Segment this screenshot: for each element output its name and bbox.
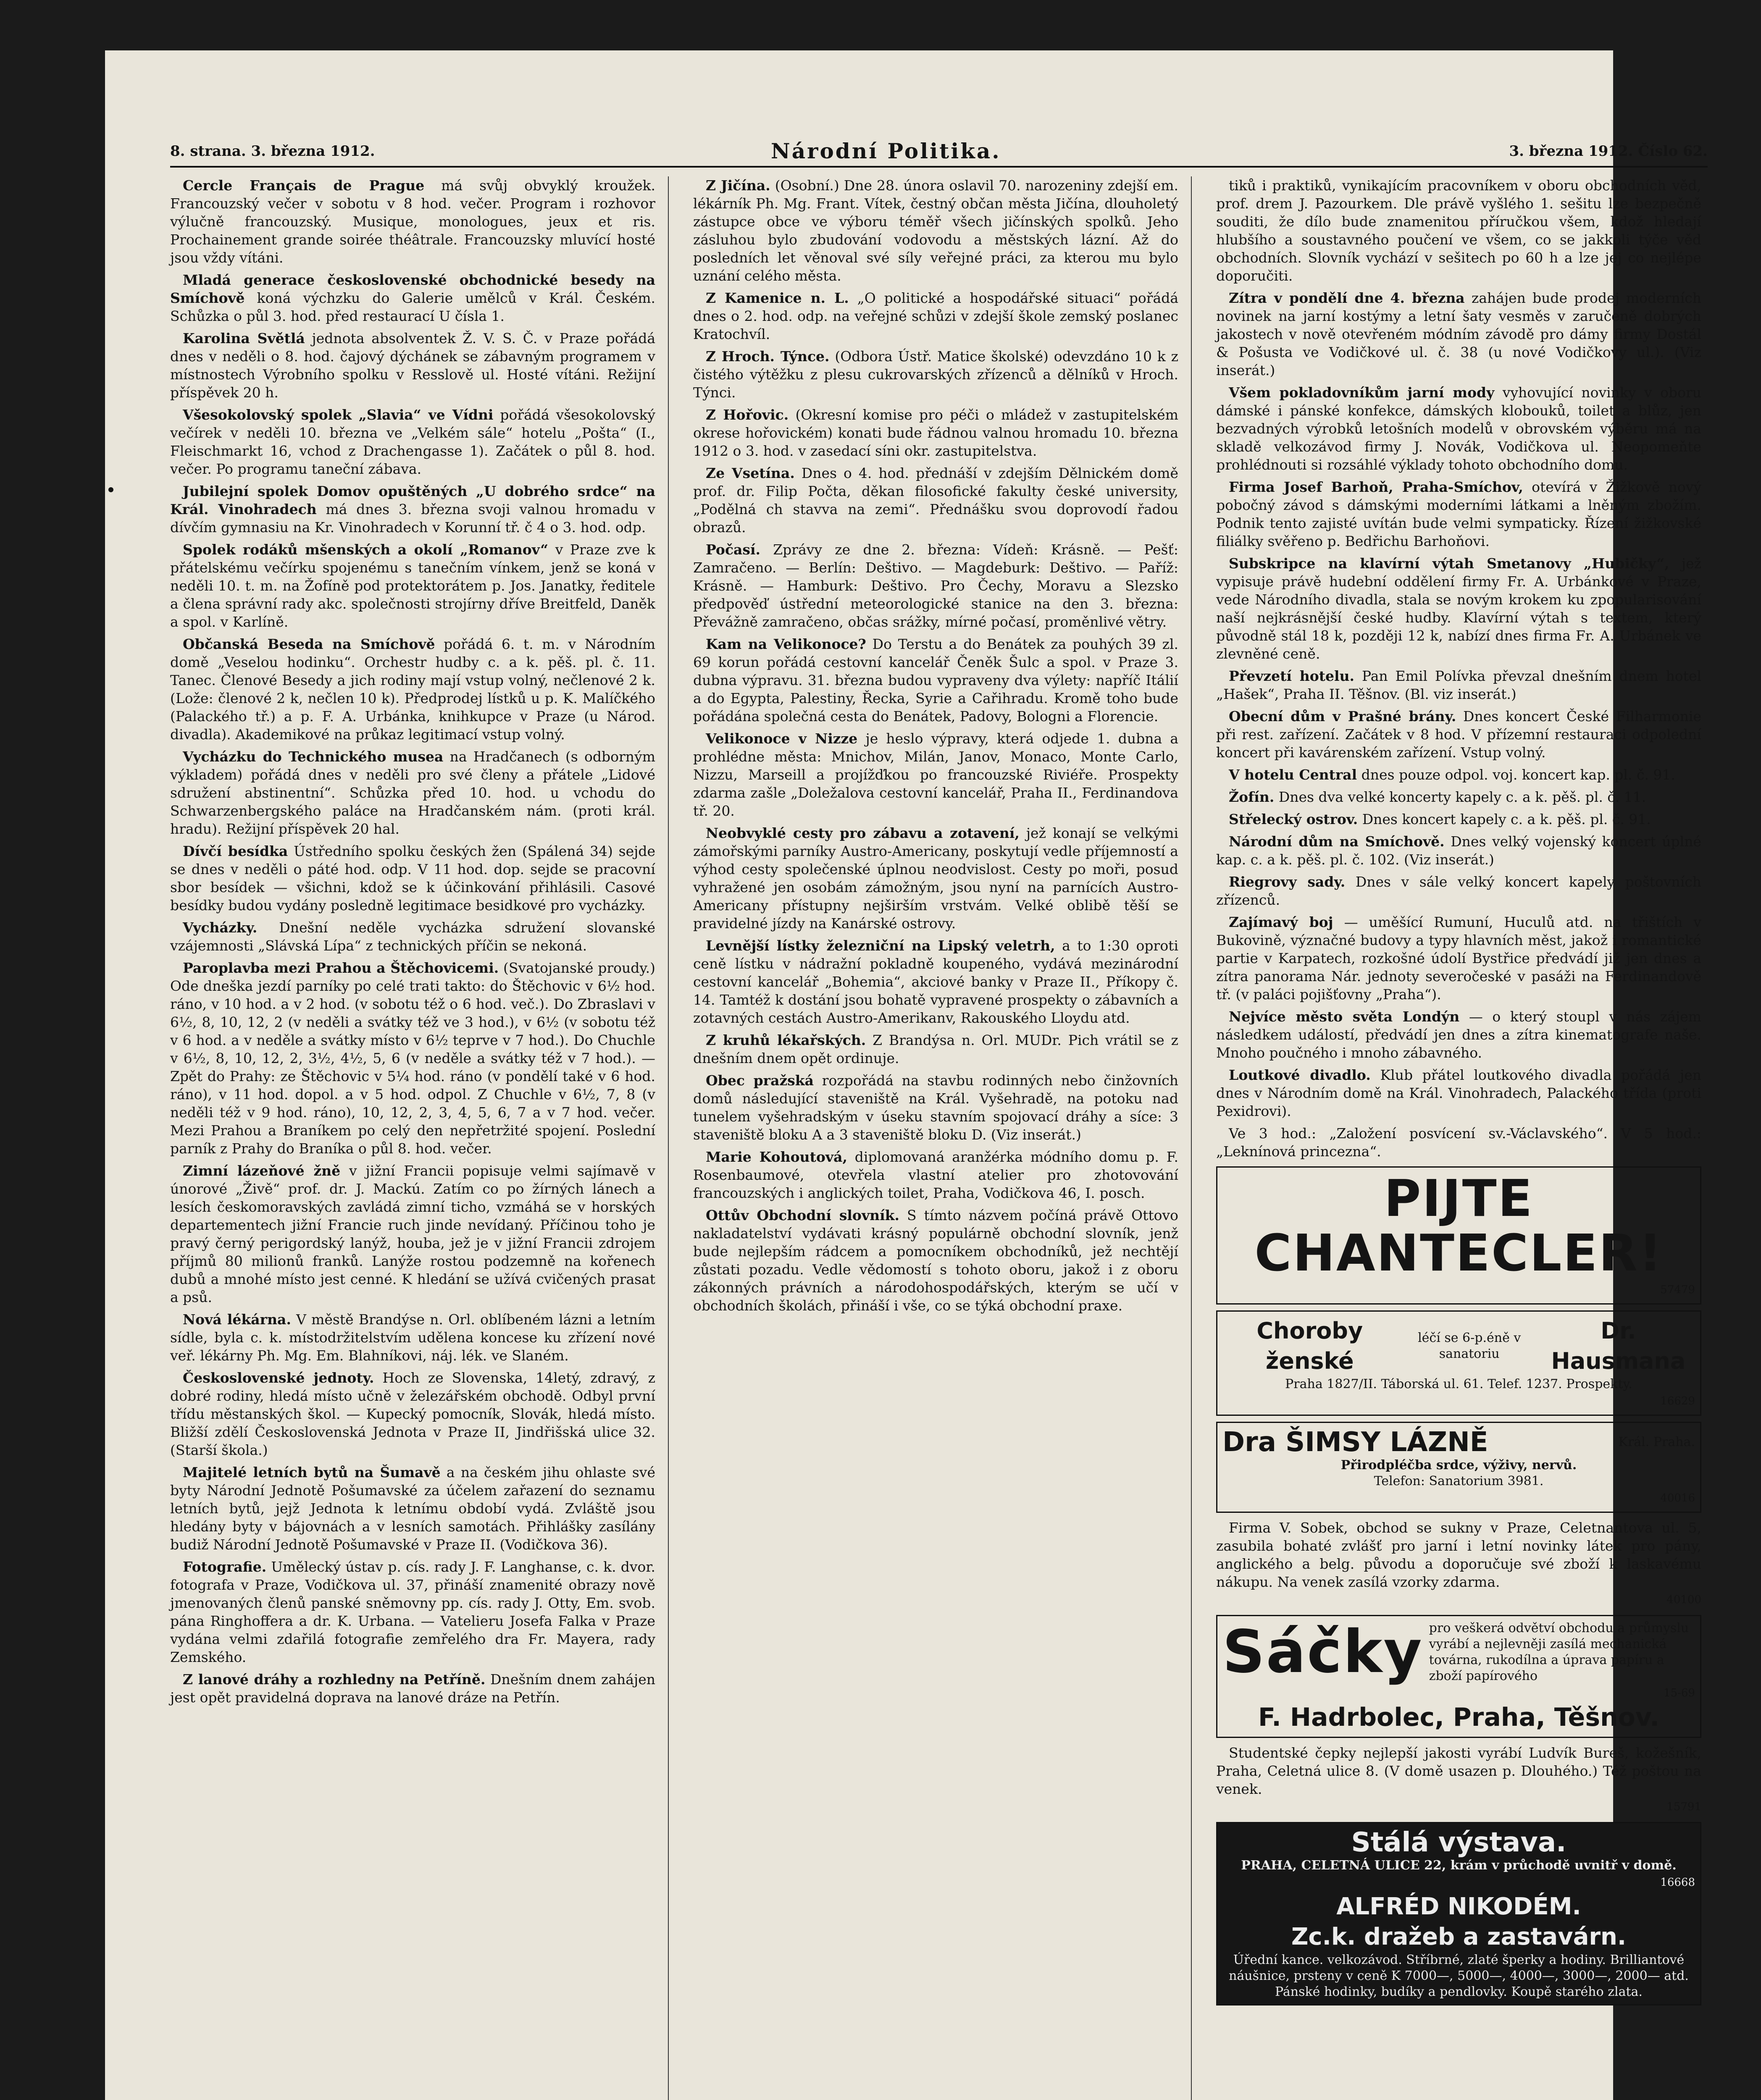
article-body: má svůj obvyklý kroužek. Francouzský večer v sobotu v 8 hod. večer. Program i rozhovor výlučně francouzský. Musique, monologues, jeux et ris. Prochainement grande soirée théâtrale. Francouzsky mluvící hosté jsou vždy vítáni. [170,177,656,266]
ad-simsy-row [1222,1427,1695,1457]
newspaper-page [105,50,1708,2100]
article-body: (Odbora Ústř. Matice školské) odevzdáno 10 k z čistého výtěžku z plesu cukrovarských zřízenců a dělníků v Hroch. Týnci. [693,348,1178,401]
article-body: diplomovaná aranžérka módního domu p. F. Rosenbaumové, otevřela vlastní atelier pro zhotovování francouzských i anglických toilet, Praha, Vodičkova 46, I. posch. [693,1149,1178,1201]
article-body: (Osobní.) Dne 28. února oslavil 70. narozeniny zdejší em. lékárník Ph. Mg. Frant. Vítek, čestný občan města Jičína, dlouholetý zástupce obce ve výboru téměř všech jičínských spolků. Jeho zásluhou bylo zbudování vodovodu a městských lázní. Až do posledních let věnoval své síly veřejné práci, za kterou mu bylo uznání celého města. [693,177,1178,284]
column-2 [693,176,1178,2100]
article-item [693,176,1178,285]
ad-code: 57479 [1660,1284,1695,1296]
article-body: Do Terstu a do Benátek za pouhých 39 zl. 69 korun pořádá cestovní kancelář Čeněk Šulc a spol. v Praze 3. dubna výpravu. 31. března budou vypraveny dva výlety: napříč Itálií a do Egypta, Palestiny, Řecka, Syrie a Cařihradu. Kromě toho bude pořádána společná cesta do Benátek, Padovy, Bologni a Florencie. [693,636,1179,724]
article-item [1216,913,1701,1003]
article-heading: Vycházku do Technického musea [183,748,444,765]
article-item [693,1071,1178,1144]
article-body: v jižní Francii popisuje velmi sajímavě v únorové „Živě“ prof. dr. J. Mackú. Zatím co po žírných lánech a lesích českomoravských zavládá zimní ticho, vzmáhá se v horských departementech jižní Francie ruch jinde nevídaný. Příčinou toho je pravý černý perigordský lanýž, houba, jež je v jižní Francii zdrojem příjmů 80 milionů franků. Lanýže rostou podzemně na kořenech dubů a mnohé místo jest cenné. K hledání se užívá cvičených prasat a psů. [170,1163,656,1305]
article-body: na Hradčanech (s odborným výkladem) pořádá dnes v neděli pro své členy a přátele „Lidové sdružení abstinentní“. Schůzka před 10. hod. u vchodu do Schwarzenbergského paláce na Hradčanském nám. (proti král. hradu). Režijní příspěvek 20 hal. [170,748,655,837]
article-body: Hoch ze Slovenska, 14letý, zdravý, z dobré rodiny, hledá místo učně v železářském obchodě. Odbyl první třídu městanských škol. — Kupecký pomocník, Slovák, hledá místo. Bližší zdělí Československá Jednota v Praze II, Jindřišská ulice 32. (Starší škola.) [170,1370,655,1458]
column-1 [170,176,655,2100]
article-heading: Zajímavý boj [1229,914,1333,930]
ad-simsy-sub: Přirodpléčba srdce, výživy, nervů. [1340,1458,1577,1473]
ad-code: 40100 [1666,1593,1701,1606]
article-heading: V hotelu Central [1229,766,1357,783]
article-body: Dnes koncert kapely c. a k. pěš. pl. č. 91. [1362,811,1651,827]
article-heading: Ottův Obchodní slovník. [706,1207,899,1223]
ad-sacky-text: pro veškerá odvětví obchodu a průmyslu vyrábí a nejlevněji zasílá mechanická továrna, rukodílna a úprava papíru a zboží papírového [1429,1621,1689,1683]
article-item [1216,383,1701,474]
page-date-right: 3. března 1912. Číslo 62. [1509,143,1708,160]
article-item [170,1463,655,1554]
ad-sacky-title: Sáčky [1222,1618,1423,1686]
article-item [1216,832,1701,869]
article-body: zahájen bude prodej moderních novinek na jarní kostýmy a letní šaty vesměs v zaručeně dobrých jakostech v nově otevřeném módním závodě pro dámy firmy Dostál & Pošusta ve Vodičkové ul. č. 38 (u nové Vodičkovy ul.). (Viz inserát.) [1216,290,1701,378]
article-item [1216,1124,1701,1160]
article-body: Zprávy ze dne 2. března: Vídeň: Krásně. — Pešť: Zamračeno. — Berlín: Deštivo. — Magdeburk: Deštivo. — Paříž: Krásně. — Hamburk: Deštivo. Pro Čechy, Moravu a Slezsko předpověď ústřední meteorologické stanice na den 3. března: Převážně zamračeno, občas srážky, mírné počasí, proměnlivé větry. [693,541,1178,630]
article-body: Dnes v sále velký koncert kapely poštovních zřízenců. [1216,874,1701,908]
article-heading: Občanská Beseda na Smíchově [183,636,435,652]
article-item [170,271,655,325]
article-heading: Zimní lázeňové žně [183,1163,341,1179]
ad-studentske [1216,1744,1701,1816]
article-heading: Všem pokladovníkům jarní mody [1229,384,1495,401]
article-heading: Střelecký ostrov. [1229,811,1358,827]
ad-sacky [1216,1615,1701,1738]
article-item [1216,667,1701,703]
article-item [1216,554,1701,663]
article-heading: Dívčí besídka [183,843,288,859]
article-heading: Převzetí hotelu. [1229,668,1355,684]
article-item [170,329,655,402]
article-item [170,635,655,743]
article-heading: Subskripce na klavírní výtah Smetanovy „Hubičky“, [1229,555,1669,572]
article-heading: Z lanové dráhy a rozhledny na Petříně. [183,1671,486,1688]
article-heading: Marie Kohoutová, [706,1149,847,1165]
article-item [170,482,655,536]
article-body: otevírá v Žižkově nový pobočný závod s dámskými moderními látkami a lněným zbožím. Podnik tento zajisté uvítán bude velmi sympaticky. Řízení žižkovské filiálky svěřeno p. Bedřichu Barhoňovi. [1216,479,1701,549]
article-item [1216,707,1701,761]
article-item [170,748,655,838]
article-item [693,464,1178,536]
article-body: Z Brandýsa n. Orl. MUDr. Pich vrátil se z dnešním dnem opět ordinuje. [693,1032,1178,1066]
article-body: koná výchzku do Galerie umělců v Král. Českém. Schůzka o půl 3. hod. před restaurací U čísla 1. [170,290,655,324]
article-item [170,1310,655,1365]
ad-simsy-side: Král. Praha. [1618,1435,1695,1449]
article-item [1216,1066,1701,1120]
article-heading: Všesokolovský spolek „Slavia“ ve Vídni [183,407,494,423]
article-heading: Ze Vsetína. [706,465,795,481]
article-heading: Národní dům na Smíchově. [1229,833,1445,850]
article-heading: Nová lékárna. [183,1311,291,1328]
ad-hausmann-right: Dr. Hausmana [1551,1318,1686,1374]
column-3-items [1216,176,1701,1160]
article-body: dnes pouze odpol. voj. koncert kap. pl. č. 91. [1361,766,1675,783]
article-body: Dnes velký vojenský koncert úplné kap. c. a k. pěš. pl. č. 102. (Viz inserát.) [1216,833,1701,868]
article-body: pořádá 6. t. m. v Národním domě „Veselou hodinku“. Orchestr hudby c. a k. pěš. pl. č. 11. Tanec. Členové Besedy a jich rodiny mají vstup volný, nečlenové 2 k. (Lože: členové 2 k, nečlen 10 k). Předprodej lístků u p. K. Malíčkého (Palackého tř.) a p. F. A. Urbánka, knihkupce v Praze (u Národ. divadla). Akademikové na průkaz legitimací vstup volný. [170,636,655,743]
article-item [1216,766,1701,784]
article-body: Dnes o 4. hod. přednáší v zdejším Dělnickém domě prof. dr. Filip Počta, děkan filosofické fakulty české university, „Podělná ch stavva na zemi“. Přednášku svou doprovodí řadou obrazů. [693,465,1178,536]
ad-code: 40016 [1660,1492,1695,1504]
column-divider [668,176,669,2100]
article-item [693,1148,1178,1202]
ad-vystava-text: Úřední kance. velkozávod. Stříbrné, zlaté šperky a hodiny. Brilliantové náušnice, prsteny v ceně K 7000—, 5000—, 4000—, 3000—, 2000— atd. Pánské hodinky, budíky a pendlovky. Koupě starého zlata. [1229,1953,1689,1999]
ad-hausmann-mid: léčí se 6-p.éně v sanatoriu [1418,1331,1521,1361]
ad-sobek [1216,1519,1701,1609]
article-item [693,406,1178,460]
article-body: a na českém jihu ohlaste své byty Národní Jednotě Pošumavské za účelem zařazení do seznamu letních bytů, jejž Jednota k letnímu období vydá. Zvláště jsou hledány byty v bájovnách a v lesních samotách. Přihlášky zasílány budiž Národní Jednotě Pošumavské v Praze II. (Vodičkova 36). [170,1464,655,1553]
article-heading: Počasí. [706,541,761,558]
article-heading: Riegrovy sady. [1229,874,1346,890]
ad-vystava-sub: Zc.k. dražeb a zastavárn. [1291,1923,1627,1950]
article-body: Umělecký ústav p. cís. rady J. F. Langhanse, c. k. dvor. fotografa v Praze, Vodičkova ul. 37, přináší znamenité obrazy nově jmenovaných členů panské sněmovny pp. cís. rady J. Otty, Em. svob. pána Ringhoffera a dr. K. Urbana. — Vatelieru Josefa Falka v Praze vydána velmi zdařilá fotografie zemřelého dra Fr. Mayera, rady Zemského. [170,1559,655,1665]
ad-simsy [1216,1422,1701,1513]
article-heading: Z Jičína. [706,177,770,194]
article-item [1216,873,1701,909]
article-heading: Majitelé letních bytů na Šumavě [183,1464,441,1480]
article-item [693,289,1178,343]
article-heading: Žofín. [1229,789,1275,805]
article-heading: Levnější lístky železniční na Lipský veletrh, [706,937,1055,954]
article-body: má dnes 3. března svoji valnou hromadu v dívčím gymnasiu na Kr. Vinohradech v Korunní tř. č 4 o 3. hod. odp. [170,501,656,536]
article-heading: Z Hořovic. [706,407,789,423]
column-3 [1216,176,1701,2100]
masthead [170,139,1708,164]
article-body: Dnes koncert České Filharmonie při rest. zařízení. Začátek v 8 hod. V přízemní restauraci odpolední koncert při kavárenském zařízení. Vstup volný. [1216,708,1701,761]
ad-hausmann-address: Praha 1827/II. Táborská ul. 61. Telef. 1237. Prospekty. [1285,1377,1632,1391]
article-item [693,635,1178,725]
article-heading: Spolek rodáků mšenských a okolí „Romanov“ [183,541,549,558]
article-body: Klub přátel loutkového divadla pořádá jen dnes v Národním domě na Král. Vinohradech, Palackého třída (proti Pexidrovi). [1216,1067,1701,1119]
article-item [170,842,655,914]
article-body: Dnešní neděle vycházka sdružení slovanské vzájemnosti „Slávská Lípa“ z technických příčin se nekoná. [170,919,655,954]
ad-code: 15791 [1666,1801,1701,1813]
article-body: vyhovující novinky v oboru dámské i pánské konfekce, dámských klobouků, toilet a blůz, jen bezvadných výrobků letošních modelů v obrovském výběru má na skladě velkozávod firmy J. Novák, Vodičkova ul. Neopomeňte prohlédnouti si rozsáhlé výklady tohoto obchodního domu. [1216,384,1701,473]
article-body: — o který stoupl v nás zájem následkem událostí, předvádí jen dnes a zítra kinematografe naše. Mnoho poučného i mnoho zábavného. [1216,1008,1701,1061]
article-heading: Z Hroch. Týnce. [706,348,830,365]
article-body: Dnešním dnem zahájen jest opět pravidelná doprava na lanové dráze na Petřín. [170,1671,655,1706]
header-rule [170,166,1708,168]
article-body: pořádá všesokolovský večírek v neděli 10. března ve „Velkém sále“ hotelu „Pošta“ (I., Fleischmarkt 16, vchod z Drachengasse 1). Začátek o půl 8. hod. večer. Po programu taneční zábava. [170,407,655,477]
ad-hausmann-row [1222,1316,1695,1376]
newspaper-title: Národní Politika. [771,139,1001,163]
article-item [1216,478,1701,550]
article-heading: Československé jednoty. [183,1370,374,1386]
article-body: „O politické a hospodářské situaci“ pořádá dnes o 2. hod. odp. na veřejné schůzi v zdejší škole zemský poslanec Kratochvíl. [693,290,1179,342]
article-body: (Okresní komise pro péči o mládež v zastupitelském okrese hořovickém) konati bude řádnou valnou hromadu 10. března 1912 o 3. hod. v zasedací síni okr. zastupitelstva. [693,407,1178,459]
article-body: rozpořádá na stavbu rodinných nebo činžovních domů následující staveniště na Král. Vyšehradě, na potoku nad tunelem vyšehradským v úseku stavním spojovací dráhy a síce: 3 staveniště bloku A a 3 staveniště bloku D. (Viz inserát.) [693,1072,1178,1143]
article-body: (Svatojanské proudy.) Ode dneška jezdí parníky po celé trati takto: do Štěchovic v 6½ hod. ráno, v 10 hod. a v 2 hod. (v sobotu též o 6 hod. več.). Do Zbraslavi v 6½, 8, 10, 12, 2 (v neděli a svátky též ve 3 hod.), v 6½ (v sobotu též v 6 hod. a v neděle a svátky místo v 6½ teprve v 7 hod.). Do Chuchle v 6½, 8, 10, 12, 2, 3½, 4½, 5, 6 (v neděle a svátky též v 7 hod.). — Zpět do Prahy: ze Štěchovic v 5¼ hod. ráno (v pondělí také v 6 hod. ráno), v 11 hod. dopol. a v 5 hod. odpol. Z Chuchle v 6½, 7, 8 (v neděli též v 9 hod. ráno), 10, 12, 2, 3, 4, 5, 6, 7 a v 7 hod. večer. Mezi Prahou a Braníkem po celý den nepřetržité spojení. Poslední parník z Prahy do Braníka o půl 8. hod. večer. [170,960,655,1157]
article-heading: Firma Josef Barhoň, Praha-Smíchov, [1229,479,1523,495]
article-item [170,1670,655,1706]
article-item [693,541,1178,631]
article-body: Ve 3 hod.: „Založení posvícení sv.-Václavského“. V 5 hod.: „Leknínová princezna“. [1216,1125,1701,1160]
ad-vystava-addr: PRAHA, CELETNÁ ULICE 22, krám v průchodě uvnitř v domě. [1241,1858,1677,1873]
article-item [170,541,655,631]
column-divider [1191,176,1192,2100]
ad-vystava [1216,1822,1701,2006]
article-item [170,919,655,955]
article-heading: Z Kamenice n. L. [706,290,849,306]
article-heading: Z kruhů lékařských. [706,1032,866,1048]
margin-bullet [108,487,113,492]
article-item [693,1206,1178,1315]
ad-vystava-title: Stálá výstava. [1351,1827,1567,1858]
article-item [693,824,1178,932]
article-body: jež konají se velkými zámořskými parníky Austro-Americany, poskytují vedle příjemností a výhod cesty společenské úplnou neodvislost. Cesty po moři, posud vyhražené jen osobám zámožným, jsou nyní na parnících Austro-Americany přístupny nejširším vrstvám. Velké oblibě těší se pravidelné jízdy na Kanárské ostrovy. [693,825,1178,932]
page-date-left: 8. strana. 3. března 1912. [170,143,375,160]
article-item [1216,1008,1701,1062]
ad-chantecler [1216,1166,1701,1305]
article-heading: Jubilejní spolek Domov opuštěných „U dobrého srdce“ na Král. Vinohradech [170,483,655,517]
article-item [1216,176,1701,285]
article-heading: Nejvíce město světa Londýn [1229,1008,1460,1025]
ad-simsy-title: Dra ŠIMSY LÁZNĚ [1222,1427,1488,1458]
article-item [1216,289,1701,379]
article-item [170,406,655,478]
article-heading: Kam na Velikonoce? [706,636,866,652]
article-item [170,1162,655,1306]
article-body: S tímto názvem počíná právě Ottovo nakladatelství vydávati krásný populárně obchodní slovník, jenž bude nejlepším rádcem a pomocníkem obchodníků, jež nechtějí zůstati pozadu. Vedle vědomostí s tohoto oboru, jakož i z oboru zákonných právních a národohospodářských, kterým se učí v obchodních školách, přináší i vše, co se týká obchodní praxe. [693,1207,1178,1314]
article-item [1216,810,1701,828]
article-heading: Cercle Français de Prague [183,177,425,194]
article-body: a to 1:30 oproti ceně lístku v nádražní pokladně koupeného, vydává mezinárodní cestovní kancelář „Bohemia“, akciové banky v Praze II., Příkopy č. 14. Tamtéž k dostání jsou bohatě vypravené prospekty o zábavních a zotavných cestách Austro-Amerikanv, Rakouského Lloydu atd. [693,937,1178,1026]
article-body: jednota absolventek Ž. V. S. Č. v Praze pořádá dnes v neděli o 8. hod. čajový dýchánek se zábavným programem v místnostech Výrobního spolku v Resslově ul. Hosté vítáni. Režijní příspěvek 20 h. [170,330,656,401]
article-heading: Paroplavba mezi Prahou a Štěchovicemi. [183,960,499,976]
article-body: v Praze zve k přátelskému večírku spojenému s tanečním vínkem, jenž se koná v neděli 10. t. m. na Žofíně pod protektorátem p. Jos. Janatky, ředitele a člena správní rady akc. společnosti strojírny dříve Breitfeld, Daněk a spol. v Karlíně. [170,541,655,630]
article-body: jež vypisuje právě hudební oddělení firmy Fr. A. Urbánkové v Praze, vede Národního divadla, stala se novým krokem ku zpopularisování naší nejkrásnější české hudby. Klavírní výtah s textem, který původně stál 18 k, později 12 k, nabízí dnes firma Fr. A. Urbánek ve zlevněné ceně. [1216,555,1701,662]
article-body: V městě Brandýse n. Orl. oblíbeném lázni a letním sídle, byla c. k. místodržitelstvím udělena koncese ku zřízení nové veř. lékárny Ph. Mg. Em. Blahníkovi, náj. lék. ve Slaném. [170,1311,656,1364]
ad-studentske-text: Studentské čepky nejlepší jakosti vyrábí Ludvík Bureš, kožešník, Praha, Celetná ulice 8. (V domě usazen p. Dlouhého.) Též poštou na venek. [1216,1745,1701,1797]
article-heading: Vycházky. [183,919,258,936]
article-body: Pan Emil Polívka převzal dnešním dnem hotel „Hašek“, Praha II. Těšnov. (Bl. viz inserát.) [1216,668,1701,702]
ad-sacky-firm: F. Hadrbolec, Praha, Těšnov. [1258,1703,1660,1732]
article-item [170,1369,655,1459]
article-heading: Loutkové divadlo. [1229,1067,1371,1083]
article-heading: Velikonoce v Nizze [706,730,858,747]
ad-hausmann [1216,1310,1701,1416]
ad-vystava-name: ALFRÉD NIKODÉM. [1336,1893,1581,1920]
article-heading: Karolina Světlá [183,330,305,346]
article-body: Dnes dva velké koncerty kapely c. a k. pěš. pl. č. 11. [1278,789,1646,805]
article-item [693,937,1178,1027]
article-item [1216,788,1701,806]
article-heading: Obecní dům v Prašné brány. [1229,708,1456,724]
article-item [693,347,1178,402]
article-body: Ústředního spolku českých žen (Spálená 34) sejde se dnes v neděli o páté hod. odp. V 11 hod. dop. sejde se pracovní sbor besídek — všichni, kdož se k účinkování přihlásili. Casové besídky budou vydány posledně legitimace besidkové pro vycházky. [170,843,655,914]
ad-sacky-row [1222,1620,1695,1684]
article-heading: Zítra v pondělí dne 4. března [1229,290,1465,306]
article-body: tiků i praktiků, vynikajícím pracovníkem v oboru obchodních věd, prof. drem J. Pazourkem. Dle právě vyšlého 1. sešitu lze bezpečně souditi, že dílo bude znamenitou příručkou všem, kdož hledají hlubšího a soustavného poučení ve všem, co se jakkoli týče věd obchodních. Slovník vychází v sešitech po 60 h a lze jej co nejlépe doporučiti. [1216,177,1701,284]
ad-code: 16668 [1660,1876,1695,1889]
article-heading: Mladá generace československé obchodnické besedy na Smíchově [170,272,655,306]
ad-chantecler-title: PIJTE CHANTECLER! [1254,1170,1663,1283]
ad-code: 16629 [1660,1395,1695,1407]
article-item [693,730,1178,820]
article-item [170,1558,655,1666]
ad-hausmann-left: Choroby ženské [1256,1318,1363,1374]
article-heading: Neobvyklé cesty pro zábavu a zotavení, [706,825,1020,841]
ad-sobek-text: Firma V. Sobek, obchod se sukny v Praze, Celetnantova ul. 5, zasubila bohaté zvlášť pro jarní i letní novinky látek pro pány, anglického a belg. původu a doporučuje své zboží k laskavému nákupu. Na venek zasílá vzorky zdarma. [1216,1520,1701,1590]
article-heading: Fotografie. [183,1559,267,1575]
article-heading: Obec pražská [706,1072,814,1089]
article-body: — uměšící Rumuní, Huculů atd. na třištích v Bukovině, význačné budovy a typy hlavních měst, jakož i romantické partie v Karpatech, rozkošné údolí Bystřice předvádí již jen dnes a zítra panorama Nár. jednoty severočeské v pasáži na Ferdinandově tř. (v paláci pojišťovny „Praha“). [1216,914,1701,1003]
article-item [693,1031,1178,1067]
article-item [170,959,655,1158]
ad-simsy-tel: Telefon: Sanatorium 3981. [1374,1474,1544,1488]
article-body: je heslo výpravy, která odjede 1. dubna a prohlédne města: Mnichov, Milán, Janov, Monaco, Monte Carlo, Nizzu, Marseill a projížďkou po francouzské Riviéře. Prospekty zdarma zašle „Doležalova cestovní kancelář, Praha II., Ferdinandova tř. 20. [693,730,1178,819]
article-item [170,176,655,267]
ad-code: 15-69 [1664,1687,1695,1699]
